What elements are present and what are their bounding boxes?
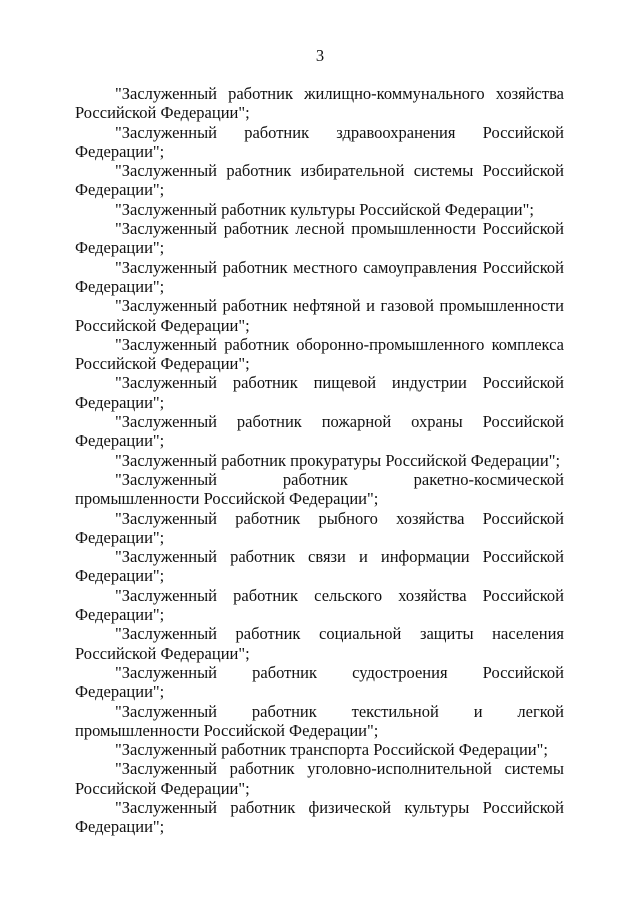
list-item: "Заслуженный работник социальной защиты населения Российской Федерации"; (75, 624, 564, 663)
list-item: "Заслуженный работник физической культуры Российской Федерации"; (75, 797, 564, 837)
list-item: "Заслуженный работник судостроения Российской Федерации"; (75, 662, 564, 702)
list-item: "Заслуженный работник рыбного хозяйства Российской Федерации"; (75, 508, 564, 547)
list-item: "Заслуженный работник пищевой индустрии Российской Федерации"; (75, 373, 564, 412)
list-item: "Заслуженный работник здравоохранения Российской Федерации"; (75, 122, 564, 161)
list-item: "Заслуженный работник избирательной системы Российской Федерации"; (75, 161, 564, 200)
list-item: "Заслуженный работник местного самоуправления Российской Федерации"; (75, 257, 564, 296)
list-item: "Заслуженный работник жилищно-коммунального хозяйства Российской Федерации"; (75, 84, 564, 123)
list-item: "Заслуженный работник уголовно-исполнительной системы Российской Федерации"; (75, 759, 564, 798)
list-item: "Заслуженный работник связи и информации Российской Федерации"; (75, 547, 564, 586)
list-item: "Заслуженный работник нефтяной и газовой промышленности Российской Федерации"; (75, 296, 564, 335)
list-item: "Заслуженный работник лесной промышленности Российской Федерации"; (75, 219, 564, 258)
list-item: "Заслуженный работник оборонно-промышленного комплекса Российской Федерации"; (75, 334, 564, 374)
list-item: "Заслуженный работник текстильной и легкой промышленности Российской Федерации"; (75, 701, 564, 740)
list-item: "Заслуженный работник прокуратуры Российской Федерации"; (115, 450, 561, 470)
list-item: "Заслуженный работник культуры Российской Федерации"; (115, 199, 534, 219)
list-item: "Заслуженный работник пожарной охраны Российской Федерации"; (75, 412, 564, 451)
list-item: "Заслуженный работник сельского хозяйства Российской Федерации"; (75, 585, 564, 625)
list-item: "Заслуженный работник транспорта Российской Федерации"; (115, 740, 548, 760)
page-number: 3 (315, 46, 325, 65)
list-item: "Заслуженный работник ракетно-космической промышленности Российской Федерации"; (75, 469, 564, 509)
title-list (75, 84, 564, 837)
